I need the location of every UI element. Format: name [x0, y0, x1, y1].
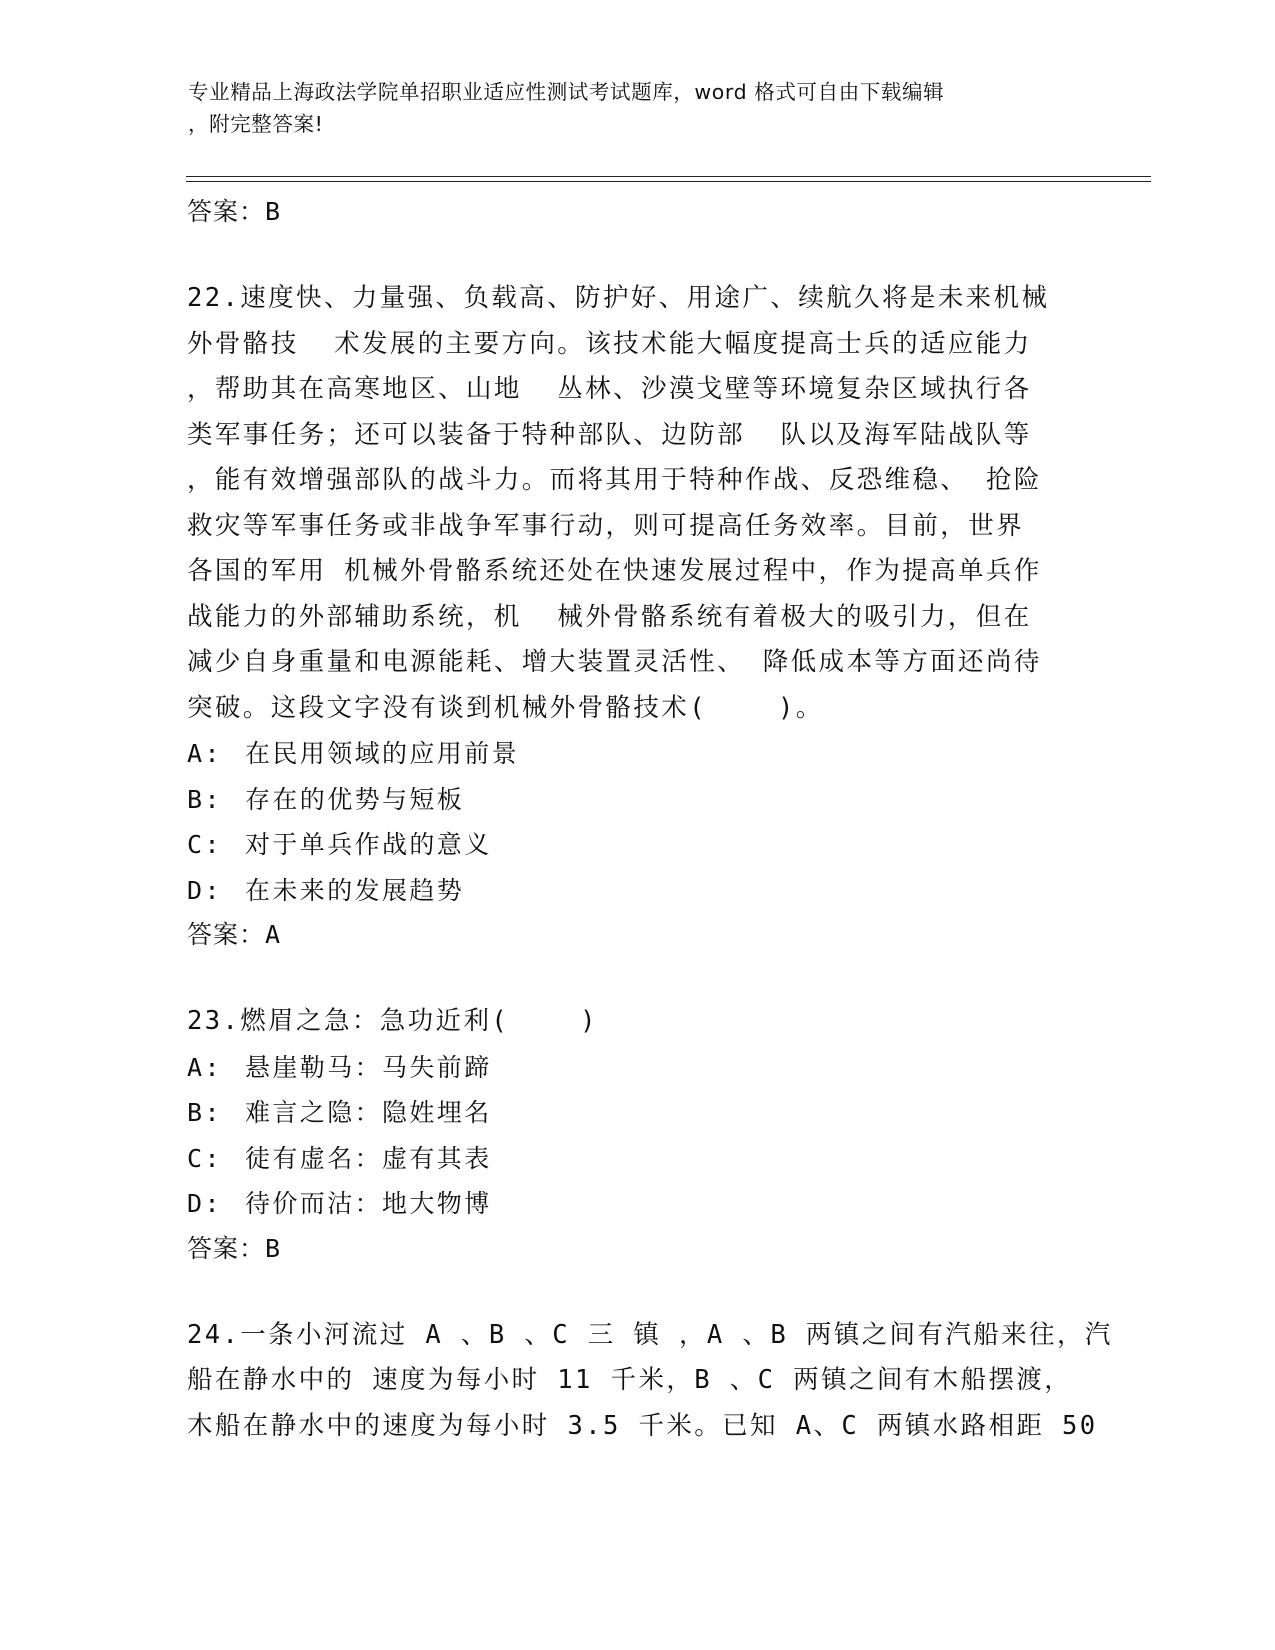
question-text-line: 战能力的外部辅助系统，机 械外骨骼系统有着极大的吸引力，但在 [187, 601, 1032, 632]
question-text-line: 木船在静水中的速度为每小时 3.5 千米。已知 A、C 两镇水路相距 50 [187, 1410, 1098, 1441]
question-text-line: 减少自身重量和电源能耗、增大装置灵活性、 降低成本等方面还尚待 [187, 647, 1042, 677]
answer-label: 答案： [187, 920, 266, 949]
option-key: A: [187, 739, 222, 768]
spacer [187, 1271, 1087, 1313]
document-header [188, 76, 1068, 140]
answer-question-22 [187, 913, 1087, 957]
option-key: B: [187, 784, 222, 814]
answer-label: 答案： [187, 197, 266, 226]
option-text: 待价而沽：地大物博 [245, 1189, 492, 1218]
spacer [187, 957, 1087, 999]
answer-question-23 [187, 1227, 1087, 1271]
option-b [187, 1090, 1087, 1136]
question-text-line: 救灾等军事任务或非战争军事行动，则可提高任务效率。目前，世界 [187, 510, 1025, 541]
option-key: B: [187, 1098, 222, 1127]
header-line-1: 专业精品上海政法学院单招职业适应性测试考试题库，word 格式可自由下载编辑 [188, 80, 945, 104]
option-a [187, 731, 1087, 777]
header-rule-top [186, 176, 1151, 177]
option-key: D: [187, 1189, 222, 1218]
spacer [187, 234, 1087, 276]
question-text-line: 突破。这段文字没有谈到机械外骨骼技术( )。 [187, 692, 824, 723]
question-stem: 23.燃眉之急：急功近利( ) [187, 1006, 598, 1036]
question-text-line: 22.速度快、力量强、负载高、防护好、用途广、续航久将是未来机械 [187, 283, 1050, 313]
option-c [187, 1136, 1087, 1182]
question-text-line: ，帮助其在高寒地区、山地 丛林、沙漠戈壁等环境复杂区域执行各 [187, 374, 1032, 404]
option-d [187, 1181, 1087, 1227]
question-23 [187, 999, 1087, 1045]
answer-label: 答案： [187, 1233, 266, 1263]
question-text-line: 外骨骼技 术发展的主要方向。该技术能大幅度提高士兵的适应能力 [187, 328, 1032, 359]
option-text: 对于单兵作战的意义 [245, 830, 492, 859]
answer-value: B [265, 197, 282, 226]
document-body [187, 190, 1113, 1449]
option-key: C: [187, 830, 222, 859]
option-text: 存在的优势与短板 [245, 784, 465, 814]
question-text-line: ，能有效增强部队的战斗力。而将其用于特种作战、反恐维稳、 抢险 [187, 465, 1042, 495]
option-d [187, 868, 1087, 914]
option-key: C: [187, 1143, 222, 1173]
option-text: 悬崖勒马：马失前蹄 [245, 1052, 492, 1082]
header-rule-bottom [186, 181, 1151, 182]
question-text-line: 24.一条小河流过 A 、B 、C 三 镇 ，A 、B 两镇之间有汽船来往，汽 [187, 1319, 1113, 1350]
question-22 [187, 276, 1087, 731]
option-key: D: [187, 875, 222, 905]
option-text: 徒有虚名：虚有其表 [245, 1143, 492, 1173]
question-text-line: 各国的军用 机械外骨骼系统还处在快速发展过程中，作为提高单兵作 [187, 556, 1042, 586]
question-text-line: 类军事任务；还可以装备于特种部队、边防部 队以及海军陆战队等 [187, 419, 1032, 450]
option-a [187, 1045, 1087, 1091]
option-text: 在未来的发展趋势 [245, 875, 465, 905]
option-b [187, 777, 1087, 823]
answer-value: A [265, 920, 282, 949]
option-text: 难言之隐：隐姓埋名 [245, 1098, 492, 1127]
header-line-2: ，附完整答案! [188, 112, 324, 136]
question-text-line: 船在静水中的 速度为每小时 11 千米，B 、C 两镇之间有木船摆渡， [187, 1365, 1073, 1395]
option-key: A: [187, 1052, 222, 1082]
option-c [187, 822, 1087, 868]
answer-value: B [265, 1233, 282, 1263]
option-text: 在民用领域的应用前景 [245, 739, 520, 768]
answer-previous-question [187, 190, 1087, 234]
question-24 [187, 1313, 1113, 1450]
